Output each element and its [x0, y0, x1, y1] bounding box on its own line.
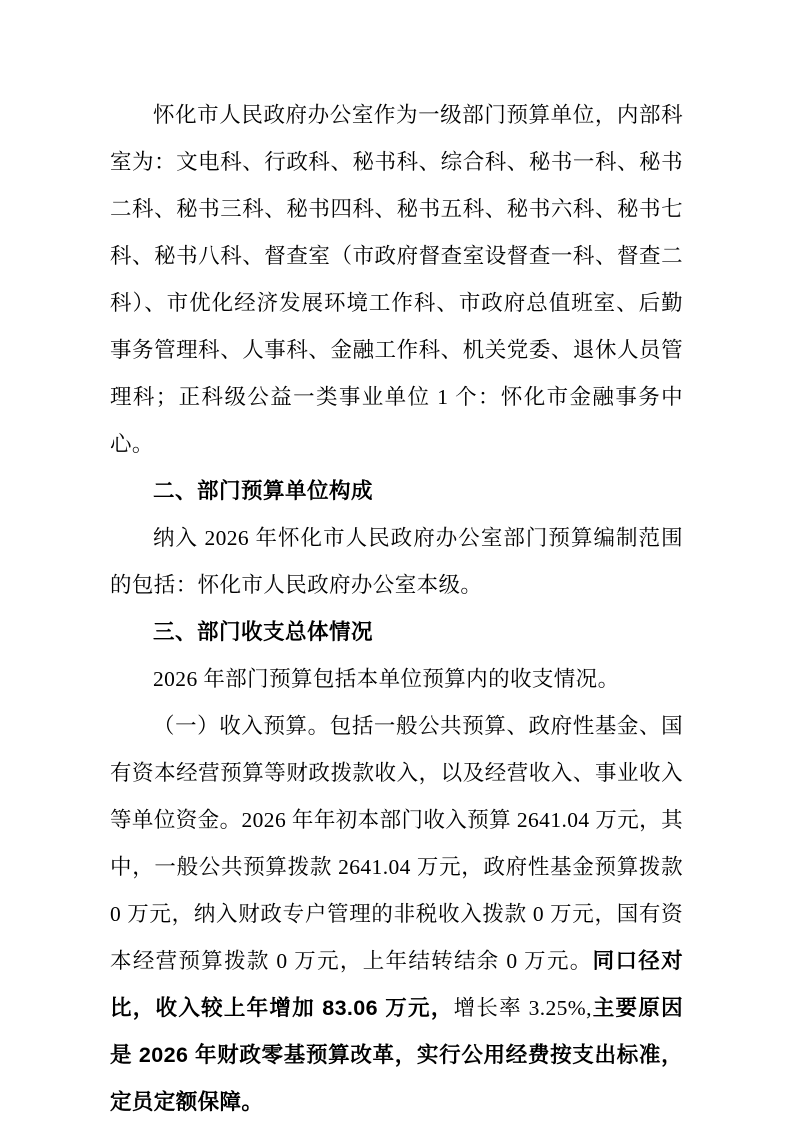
paragraph-budget-unit-scope: 纳入 2026 年怀化市人民政府办公室部门预算编制范围的包括：怀化市人民政府办公室本级。	[110, 526, 683, 597]
heading-overall-revenue-expenditure: 三、部门收支总体情况	[153, 620, 374, 644]
revenue-segment-normal-1: （一）收入预算。包括一般公共预算、政府性基金、国有资本经营预算等财政拨款收入，以及经营收入、事业收入等单位资金。2026 年年初本部门收入预算 2641.04 万元，其中，一般公共预算拨款 2641.04 万元，政府性基金预算拨款 0 万元，纳入财政专户管理的非税收入拨款 0 万元，国有资本经营预算拨款 0 万元，上年结转结余 0 万元。	[110, 714, 683, 973]
paragraph-revenue-budget	[110, 703, 683, 1126]
revenue-segment-normal-2: 增长率 3.25%,	[453, 996, 592, 1020]
paragraph-overall-revenue-expenditure: 2026 年部门预算包括本单位预算内的收支情况。	[153, 667, 620, 691]
revenue-segment-bold-2: 主要原因是 2026 年财政零基预算改革，实行公用经费按支出标准，定员定额保障。	[110, 996, 683, 1114]
paragraph-intro-structure: 怀化市人民政府办公室作为一级部门预算单位，内部科室为：文电科、行政科、秘书科、综合科、秘书一科、秘书二科、秘书三科、秘书四科、秘书五科、秘书六科、秘书七科、秘书八科、督查室（市政府督查室设督查一科、督查二科）、市优化经济发展环境工作科、市政府总值班室、后勤事务管理科、人事科、金融工作科、机关党委、退休人员管理科；正科级公益一类事业单位 1 个：怀化市金融事务中心。	[110, 103, 683, 456]
revenue-segment-bold-1: 同口径对比，收入较上年增加 83.06 万元，	[110, 949, 683, 1020]
document-body	[110, 92, 683, 1126]
heading-department-budget-units: 二、部门预算单位构成	[153, 479, 374, 503]
